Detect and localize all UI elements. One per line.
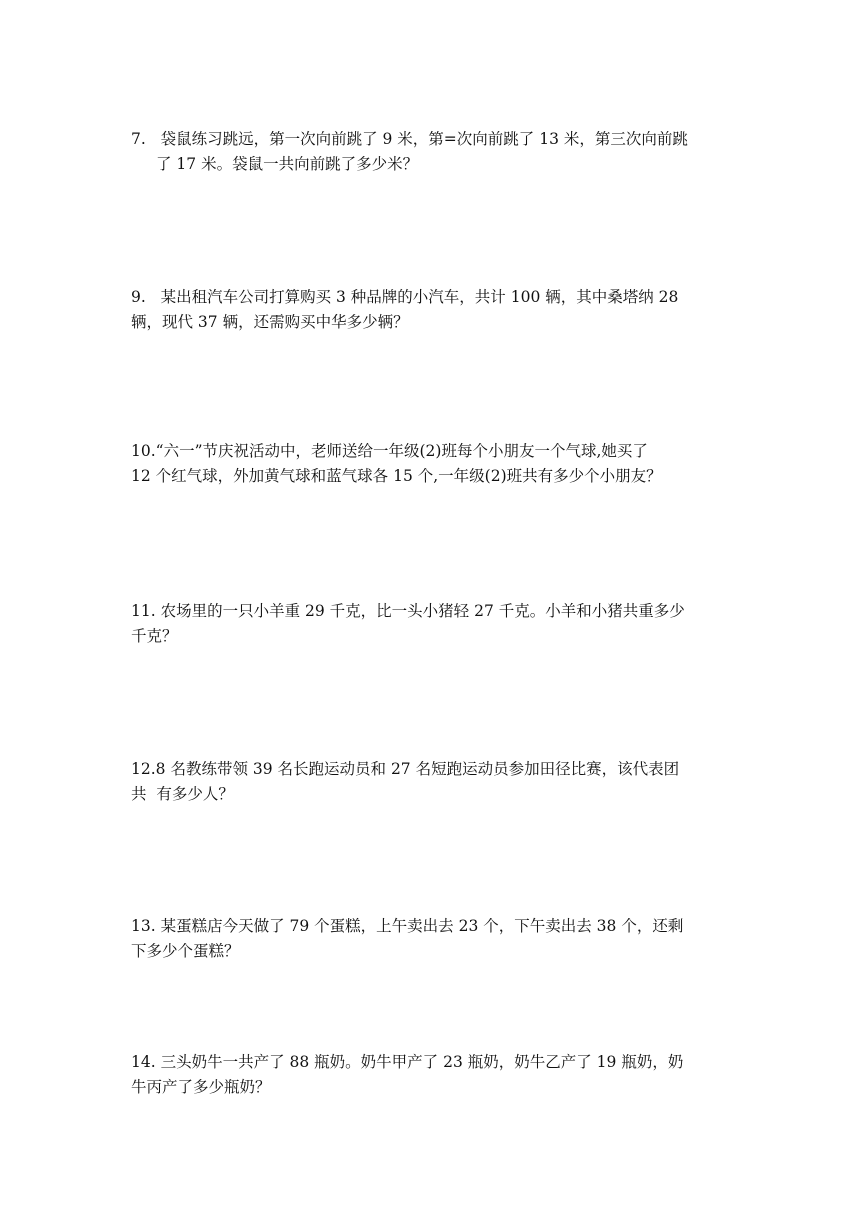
problem-9-line-1 [131, 285, 741, 310]
problem-7-line-1 [131, 127, 741, 152]
problem-13-text-2: 下多少个蛋糕？ [131, 942, 240, 960]
problem-7-text-1: 袋鼠练习跳远，第一次向前跳了 9 米，第=次向前跳了 13 米，第三次向前跳 [160, 130, 688, 148]
problem-11-text-2: 千克？ [131, 627, 178, 645]
problem-11-number: 11. [131, 602, 156, 620]
problem-12 [131, 757, 741, 807]
problem-13-number: 13. [131, 917, 156, 935]
problem-9-text-2: 辆，现代 37 辆，还需购买中华多少辆？ [131, 313, 409, 331]
problem-12-text-1: 8 名教练带领 39 名长跑运动员和 27 名短跑运动员参加田径比赛，该代表团 [155, 760, 680, 778]
problem-11-text-1: 农场里的一只小羊重 29 千克，比一头小猪轻 27 千克。小羊和小猪共重多少 [160, 602, 685, 620]
problem-7 [131, 127, 741, 177]
problem-12-number: 12. [131, 760, 156, 778]
problem-10-text-2: 12 个红气球，外加黄气球和蓝气球各 15 个,一年级(2)班共有多少个小朋友？ [131, 467, 662, 485]
problem-10-text-1: “六一”节庆祝活动中，老师送给一年级(2)班每个小朋友一个气球,她买了 [155, 442, 648, 460]
problem-7-number: 7. [131, 130, 146, 148]
problem-12-text-2: 共 有多少人？ [131, 785, 234, 803]
problem-10-number: 10. [131, 442, 156, 460]
problem-14-number: 14. [131, 1053, 156, 1071]
problem-9-number: 9. [131, 288, 146, 306]
problem-14-text-2: 牛丙产了多少瓶奶？ [131, 1078, 271, 1096]
problem-14 [131, 1050, 741, 1100]
problem-13-line-1 [131, 914, 741, 939]
problem-13-text-1: 某蛋糕店今天做了 79 个蛋糕，上午卖出去 23 个，下午卖出去 38 个，还剩 [160, 917, 684, 935]
problem-13 [131, 914, 741, 964]
problem-11 [131, 599, 741, 649]
problem-10 [131, 439, 741, 489]
problem-9 [131, 285, 741, 335]
problem-7-text-2: 了 17 米。袋鼠一共向前跳了多少米？ [156, 155, 419, 173]
problem-9-text-1: 某出租汽车公司打算购买 3 种品牌的小汽车，共计 100 辆，其中桑塔纳 28 [160, 288, 679, 306]
problem-12-line-1 [131, 757, 741, 782]
problem-14-text-1: 三头奶牛一共产了 88 瓶奶。奶牛甲产了 23 瓶奶，奶牛乙产了 19 瓶奶，奶 [160, 1053, 684, 1071]
problem-10-line-1 [131, 439, 741, 464]
problem-14-line-1 [131, 1050, 741, 1075]
problem-11-line-1 [131, 599, 741, 624]
